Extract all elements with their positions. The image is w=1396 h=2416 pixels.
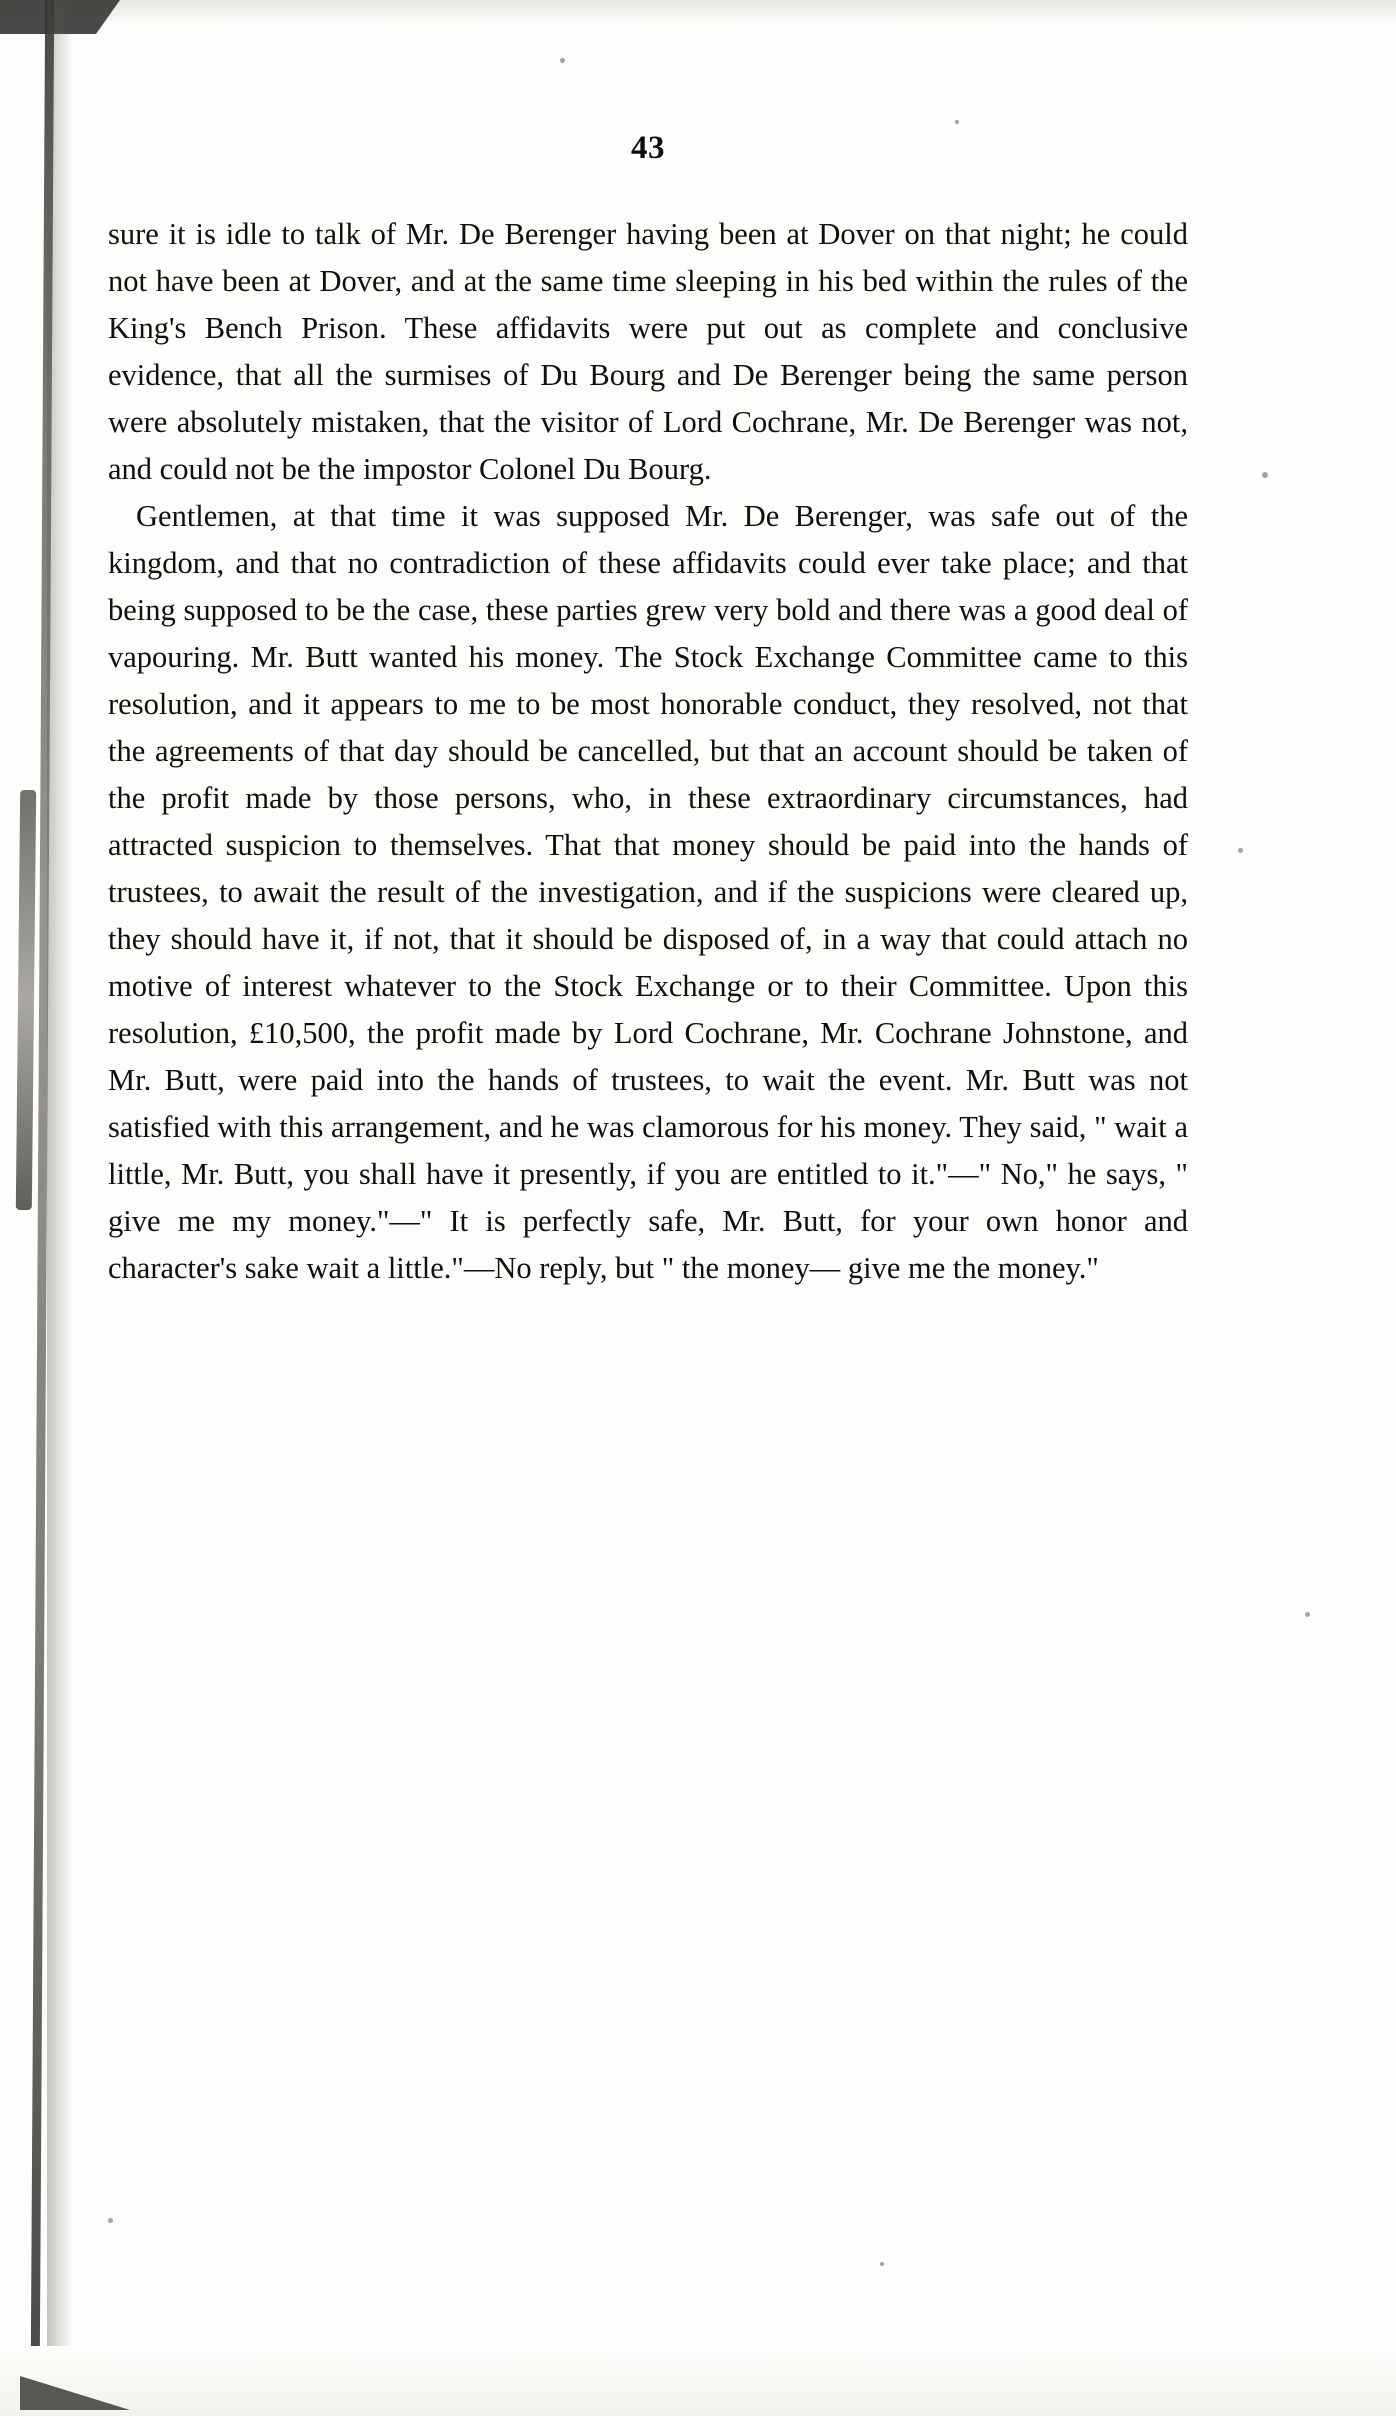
- ink-speck: [1262, 472, 1268, 478]
- page-number: 43: [631, 130, 665, 166]
- ink-speck: [955, 120, 959, 124]
- ink-speck: [1305, 1612, 1310, 1617]
- page-text-column: [108, 130, 1188, 1292]
- scan-bottom-edge-shadow: [0, 2346, 1396, 2416]
- body-paragraph: sure it is idle to talk of Mr. De Berenger having been at Dover on that night; he could not have been at Dover, and at the same time sleeping in his bed within the rules of the King's Bench Prison. These affidavits were put out as complete and conclusive evidence, that all the surmises of Du Bourg and De Berenger being the same person were absolutely mistaken, that the visitor of Lord Cochrane, Mr. De Berenger was not, and could not be the impostor Colonel Du Bourg.: [108, 217, 1188, 486]
- ink-speck: [1238, 848, 1243, 853]
- scan-smudge-artifact: [16, 790, 36, 1210]
- ink-speck: [108, 2218, 113, 2223]
- scan-gutter-gradient: [47, 0, 73, 2360]
- scan-top-edge-shadow: [0, 0, 1396, 26]
- ink-speck: [880, 2262, 884, 2266]
- body-paragraph: Gentlemen, at that time it was supposed Mr. De Berenger, was safe out of the kingdom, and that no contradiction of these affidavits could ever take place; and that being supposed to be the case, these parties grew very bold and there was a good deal of vapouring. Mr. Butt wanted his money. The Stock Exchange Committee came to this resolution, and it appears to me to be most honorable conduct, they resolved, not that the agreements of that day should be cancelled, but that an account should be taken of the profit made by those persons, who, in these extraordinary circumstances, had attracted suspicion to themselves. That that money should be paid into the hands of trustees, to await the result of the investigation, and if the suspicions were cleared up, they should have it, if not, that it should be disposed of, in a way that could attach no motive of interest whatever to the Stock Exchange or to their Committee. Upon this resolution, £10,500, the profit made by Lord Cochrane, Mr. Cochrane Johnstone, and Mr. Butt, were paid into the hands of trustees, to wait the event. Mr. Butt was not satisfied with this arrangement, and he was clamorous for his money. They said, " wait a little, Mr. Butt, you shall have it presently, if you are entitled to it."—" No," he says, " give me my money."—" It is perfectly safe, Mr. Butt, for your own honor and character's sake wait a little."—No reply, but " the money— give me the money.": [108, 499, 1188, 1285]
- ink-speck: [560, 58, 565, 63]
